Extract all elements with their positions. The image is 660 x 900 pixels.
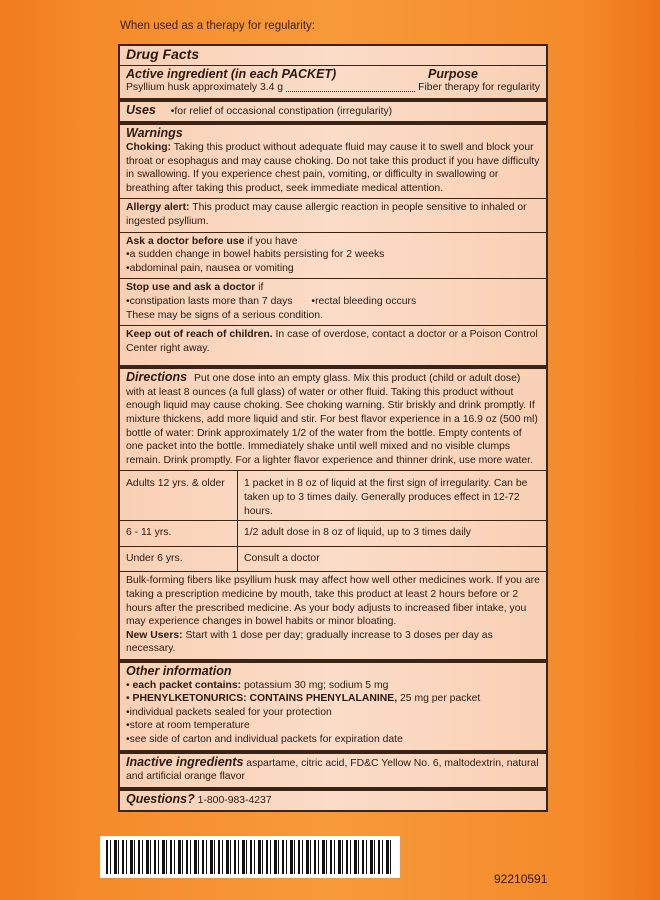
- list-item: • rectal bleeding occurs: [311, 296, 416, 307]
- table-row: [120, 521, 546, 547]
- ask-doctor-text: if you have: [247, 235, 298, 247]
- other-info-heading: Other information: [126, 663, 232, 678]
- choking-warning: [126, 141, 540, 195]
- directions-heading: Directions: [126, 370, 188, 385]
- drug-facts-title: Drug Facts: [126, 46, 200, 62]
- other-information-section: [120, 659, 546, 750]
- ask-doctor-label: Ask a doctor before use: [126, 235, 245, 247]
- list-item: • abdominal pain, nausea or vomiting: [126, 262, 540, 276]
- list-item: • a sudden change in bowel habits persisting for 2 weeks: [126, 248, 540, 262]
- list-item: • see side of carton and individual packets for expiration date: [126, 733, 540, 747]
- dose-cell: Consult a doctor: [238, 546, 547, 571]
- questions-phone: 1-800-983-4237: [197, 794, 272, 806]
- age-cell: 6 - 11 yrs.: [120, 521, 238, 547]
- choking-text: Taking this product without adequate fluid may cause it to swell and block your throat or esophagus and may cause choking. Do not take this product if you have difficulty in swallowing. If you experience chest pain, vomiting, or difficulty in swallowing or breathing after taking this product, seek immediate medical attention.: [126, 141, 540, 194]
- allergy-label: Allergy alert:: [126, 202, 190, 214]
- warnings-heading: Warnings: [126, 126, 183, 141]
- stop-use-note: These may be signs of a serious condition.: [126, 309, 323, 321]
- new-users-text: Start with 1 dose per day; gradually increase to 3 doses per day as necessary.: [126, 629, 493, 655]
- active-ingredient-section: [120, 65, 546, 98]
- dose-cell: 1 packet in 8 oz of liquid at the first sign of irregularity. Can be taken up to 3 times daily. Generally produces effect in 12-72 hours.: [238, 471, 547, 521]
- dose-cell: 1/2 adult dose in 8 oz of liquid, up to 3 times daily: [238, 521, 547, 547]
- inactive-heading: Inactive ingredients: [126, 754, 244, 769]
- stop-use-label: Stop use and ask a doctor: [126, 282, 256, 294]
- pku-text: 25 mg per packet: [400, 693, 481, 705]
- table-row: [120, 546, 546, 571]
- bulk-fiber-text: Bulk-forming fibers like psyllium husk may affect how well other medicines work. If you are taking a prescription medicine by mouth, take this product at least 2 hours before or 2 hours after the prescribed medicine. As your body adjusts to increased fiber intake, you may experience changes in bowel habits or minor bloating.: [126, 575, 540, 628]
- uses-text: • for relief of occasional constipation (irregularity): [171, 106, 392, 117]
- directions-section: [120, 365, 546, 470]
- pku-label: PHENYLKETONURICS: CONTAINS PHENYLALANINE,: [132, 693, 398, 705]
- choking-label: Choking:: [126, 141, 172, 153]
- age-cell: Under 6 yrs.: [120, 546, 238, 571]
- bulk-fiber-section: [120, 571, 546, 659]
- keep-out-label: Keep out of reach of children.: [126, 329, 273, 341]
- active-ingredient-value: Psyllium husk approximately 3.4 g: [126, 82, 284, 94]
- list-item: • store at room temperature: [126, 719, 540, 733]
- active-ingredient-heading: Active ingredient (in each PACKET): [126, 66, 337, 81]
- list-item: • individual packets sealed for your protection: [126, 706, 540, 720]
- new-users-label: New Users:: [126, 629, 183, 641]
- ask-doctor-section: [120, 232, 546, 279]
- uses-section: [120, 98, 546, 122]
- packet-contains-text: potassium 30 mg; sodium 5 mg: [244, 679, 389, 691]
- questions-heading: Questions?: [126, 791, 195, 806]
- keep-out-text: In case of overdose, contact a doctor or a Poison Control Center right away.: [126, 329, 538, 354]
- purpose-value: Fiber therapy for regularity: [418, 82, 540, 94]
- leader-dots: [286, 91, 415, 92]
- warnings-section: [120, 121, 546, 198]
- purpose-heading: Purpose: [427, 66, 478, 81]
- packet-contains-label: each packet contains:: [132, 679, 242, 691]
- list-item: • constipation lasts more than 7 days: [126, 296, 293, 307]
- inactive-text: aspartame, citric acid, FD&C Yellow No. 6, maltodextrin, natural and artificial orange flavor: [126, 757, 539, 783]
- keep-out-section: [120, 325, 546, 365]
- list-item: [126, 679, 540, 693]
- stop-use-section: [120, 278, 546, 325]
- stop-use-text: if: [258, 282, 264, 294]
- questions-section: [120, 787, 546, 811]
- allergy-text: This product may cause allergic reaction in people sensitive to inhaled or ingested psyllium.: [126, 202, 527, 227]
- directions-text: Put one dose into an empty glass. Mix this product (child or adult dose) with at least 8 ounces (a full glass) of water or other fluid. Taking this product without enough liquid may cause choking. See choking warning. Stir briskly and drink promptly. If mixture thickens, add more liquid and stir. For best flavor experience in a 16.9 oz (500 ml) bottle of water: Drink approximately 1/2 of the water from the bottle. Empty contents of one packet into the bottle. Immediately shake until well mixed and no visible clumps remain. Drink promptly. For a lighter flavor experience and thinner drink, use more water.: [126, 373, 538, 466]
- barcode: [100, 836, 400, 878]
- drug-facts-panel: [118, 44, 548, 812]
- inactive-ingredients-section: [120, 750, 546, 787]
- barcode-bars: [106, 840, 394, 874]
- table-row: [120, 471, 546, 521]
- uses-heading: Uses: [126, 102, 156, 117]
- dosage-table: [120, 470, 546, 571]
- list-item: [126, 692, 540, 706]
- product-code: 92210591: [494, 872, 548, 886]
- drug-facts-header: [120, 46, 546, 65]
- therapy-note: When used as a therapy for regularity:: [120, 20, 315, 32]
- allergy-alert-section: [120, 198, 546, 231]
- age-cell: Adults 12 yrs. & older: [120, 471, 238, 521]
